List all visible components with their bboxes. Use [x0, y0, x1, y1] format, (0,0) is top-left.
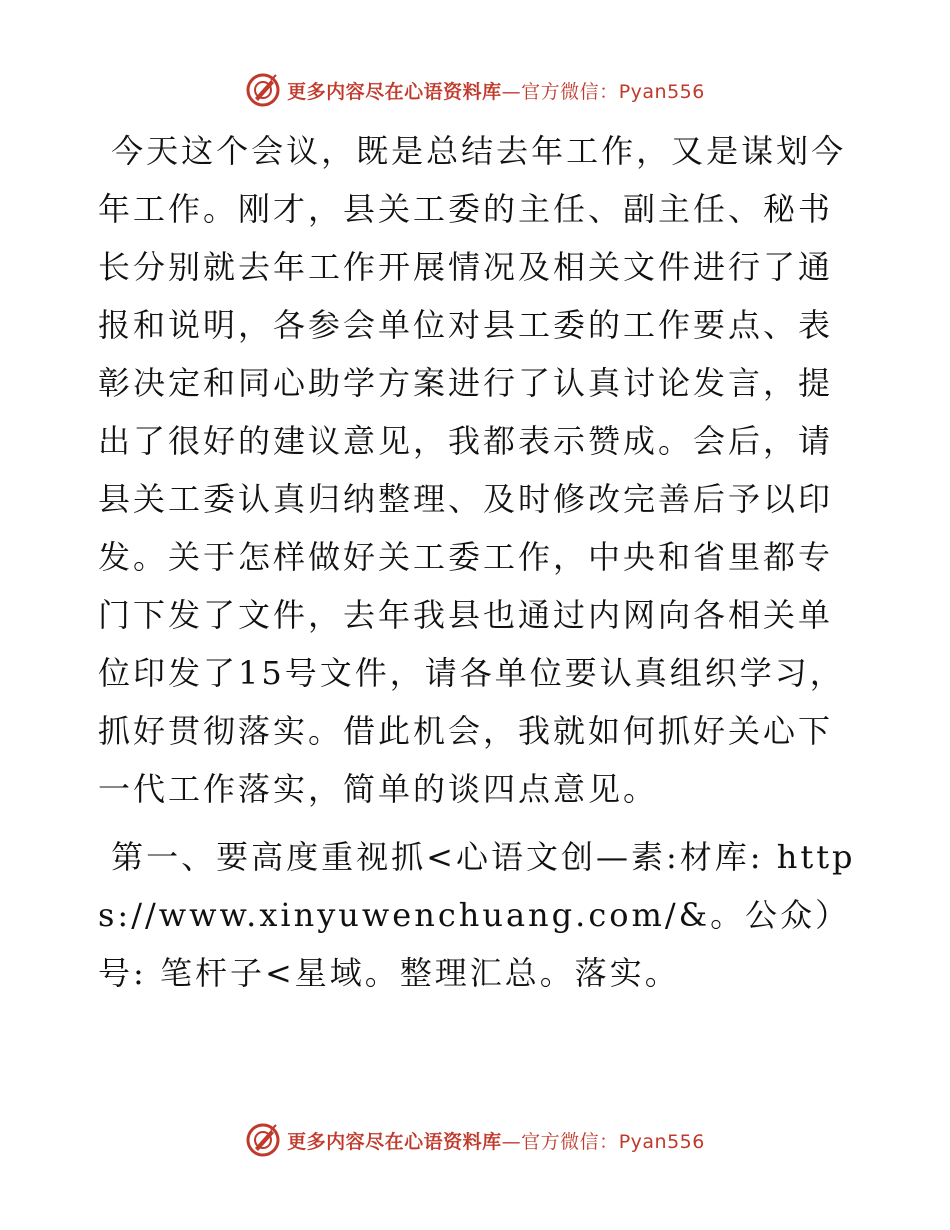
banner-site-name: 更多内容尽在心语资料库: [287, 1130, 502, 1153]
banner-text: [287, 1127, 705, 1154]
banner-wechat-handle: Pyan556: [618, 80, 705, 103]
pen-logo-icon: [245, 72, 281, 108]
banner-text: [287, 77, 705, 104]
banner-separator: —: [501, 1130, 522, 1153]
banner-wechat-label: 官方微信：: [521, 1130, 619, 1153]
paragraph: 第一、要高度重视抓<心语文创—素:材库: https://www.xinyuwenchuang.com/&。公众）号: 笔杆子<星域。整理汇总。落实。: [98, 838, 856, 992]
banner-site-name: 更多内容尽在心语资料库: [287, 80, 502, 103]
pen-logo-icon: [245, 1122, 281, 1158]
banner-wechat-label: 官方微信：: [521, 80, 619, 103]
banner-wechat-handle: Pyan556: [618, 1130, 705, 1153]
document-body: [98, 122, 858, 1002]
paragraph: 今天这个会议，既是总结去年工作，又是谋划今年工作。刚才，县关工委的主任、副主任、秘书长分别就去年工作开展情况及相关文件进行了通报和说明，各参会单位对县工委的工作要点、表彰决定和同心助学方案进行了认真讨论发言，提出了很好的建议意见，我都表示赞成。会后，请县关工委认真归纳整理、及时修改完善后予以印发。关于怎样做好关工委工作，中央和省里都专门下发了文件，去年我县也通过内网向各相关单位印发了15号文件，请各单位要认真组织学习，抓好贯彻落实。借此机会，我就如何抓好关心下一代工作落实，简单的谈四点意见。: [98, 132, 847, 808]
header-banner: [0, 72, 950, 108]
banner-separator: —: [501, 80, 522, 103]
footer-banner: [0, 1122, 950, 1158]
